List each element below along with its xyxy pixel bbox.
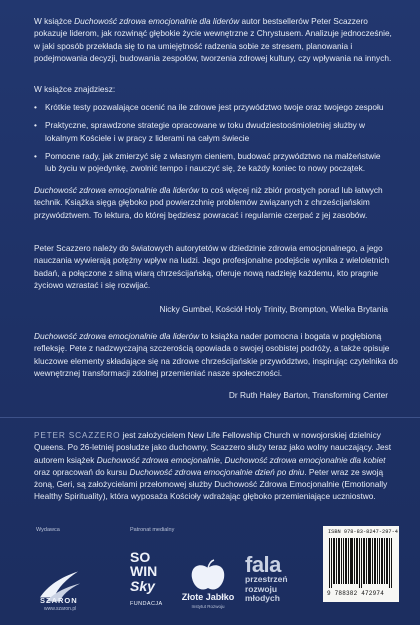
description-text: to coś więcej niż zbiór prostych porad lub łatwych technik. Książka sięga głęboko pod powierzchnię problemów związanych z chrześcijańskim przywództwem. To lektura, do której będziesz powracać i regularnie czerpać z jej zasobów. xyxy=(34,185,383,220)
fundacja-label: FUNDACJA xyxy=(130,601,163,607)
bio-text: . Peter wraz ze swoją żoną, Geri, są założycielami przełomowej służby Duchowość Zdrowa Emocjonalnie (Emotionally Healthy Spirituality), która wyposaża Kościoły wdrażając głęboko przemieniające uczniostwo. xyxy=(34,466,388,502)
isbn-text: ISBN 978-83-8247-297-4 xyxy=(328,529,398,535)
szaron-url: www.szaron.pl xyxy=(44,606,77,612)
barcode-box xyxy=(323,526,399,602)
description-paragraph xyxy=(34,184,399,221)
bio-text: oraz opracowań do kursu xyxy=(34,466,130,477)
endorsement-text: to książka nader pomocna i bogata w pogłębioną refleksję. Pete z nadzwyczajną szczerością opowiada o swojej osobistej podróży, a także opisuje kluczowe elementy składające się na zdrowe chrześcijańskie przywództwo, inspirując czytelnika do wewnętrznej transformacji zdolnej przemieniać nasze społeczności. xyxy=(34,331,398,378)
patronage-label: Patronat medialny xyxy=(130,527,175,533)
svg-text:Sky: Sky xyxy=(130,578,155,594)
apple-brand-name: Złote Jabłko xyxy=(181,592,235,602)
fala-line: przestrzeń xyxy=(245,574,288,584)
svg-text:SO: SO xyxy=(130,549,151,565)
barcode-number: 9 788382 472974 xyxy=(327,590,385,597)
list-item: • Krótkie testy pozwalające ocenić na ile zdrowe jest przywództwo twoje oraz twojego zespołu xyxy=(34,101,389,113)
bio-book-title: Duchowość zdrowa emocjonalnie dzień po dniu xyxy=(129,466,305,477)
feature-list xyxy=(34,101,389,180)
publisher-label: Wydawca xyxy=(36,527,60,533)
endorsement-barton xyxy=(34,330,399,379)
list-heading: W książce znajdziesz: xyxy=(34,84,116,94)
endorsement-signature-gumbel: Nicky Gumbel, Kościół Holy Trinity, Brompton, Wielka Brytania xyxy=(159,304,388,314)
sowinsky-logo xyxy=(128,548,164,598)
list-item: • Praktyczne, sprawdzone strategie opracowane w toku dwudziestoośmioletniej służby w lokalnym Kościele i w pracy z liderami na całym świecie xyxy=(34,119,389,144)
endorsement-signature-barton: Dr Ruth Haley Barton, Transforming Center xyxy=(228,390,388,400)
fala-line: młodych xyxy=(245,593,280,603)
szaron-name: SZARON xyxy=(40,596,78,605)
svg-text:WIN: WIN xyxy=(130,563,158,579)
bio-book-title: Duchowość zdrowa emocjonalnie dla kobiet xyxy=(224,454,386,465)
fala-line: rozwoju xyxy=(245,583,278,594)
author-bio xyxy=(34,429,399,503)
list-item: • Pomocne rady, jak zmierzyć się z własnym cieniem, budować przywództwo na małżeństwie lub życiu w pojedynkę, zwolnić tempo i nauczyć się, że każdy koniec to nowy początek. xyxy=(34,150,389,175)
bio-text: , xyxy=(219,454,225,465)
fala-logo xyxy=(245,552,313,604)
endorsement-gumbel: Peter Scazzero należy do światowych autorytetów w dziedzinie zdrowia emocjonalnego, a jego nauczania wywierają potężny wpływ na ludzi. Jego profesjonalne podejście wynika z wieloletnich badań, a połączone z silną wiarą chrześcijańską, oferuje nową nadzieję każdemu, kto pragnie życiowo wzrastać i się rozwijać. xyxy=(34,243,390,290)
fala-title: fala xyxy=(245,552,281,577)
bio-text: jest założycielem New Life Fellowship Church w nowojorskiej dzielnicy Queens. Po 26-letniej posłudze jako duchowny, Scazzero służy teraz jako wolny nauczający. Jest autorem książek xyxy=(34,430,392,465)
bio-book-title: Duchowość zdrowa emocjonalnie xyxy=(96,454,220,465)
intro-paragraph xyxy=(34,15,399,64)
intro-book-title: Duchowość zdrowa emocjonalnie dla liderów xyxy=(74,16,240,26)
endorsement-book-title: Duchowość zdrowa emocjonalnie dla liderów xyxy=(34,331,200,341)
divider xyxy=(0,417,420,418)
author-name: PETER SCAZZERO xyxy=(34,430,121,440)
description-book-title: Duchowość zdrowa emocjonalnie dla liderów xyxy=(34,185,200,195)
apple-brand-subtitle: Instytut Rozwoju xyxy=(191,604,225,609)
barcode-icon xyxy=(329,538,393,588)
intro-text-end: autor bestsellerów Peter Scazzero pokazuje liderom, jak rozwinąć głębokie życie wewnętrzne z Chrystusem. Analizuje jednocześnie, w jaki sposób przekłada się to na umiejętność radzenia sobie ze stresem, planowania i podejmowania decyzji, budowania zespołów, tworzenia zdrowej kultury, czy wpływania na innych. xyxy=(34,16,392,63)
intro-text-start: W książce xyxy=(34,16,75,26)
